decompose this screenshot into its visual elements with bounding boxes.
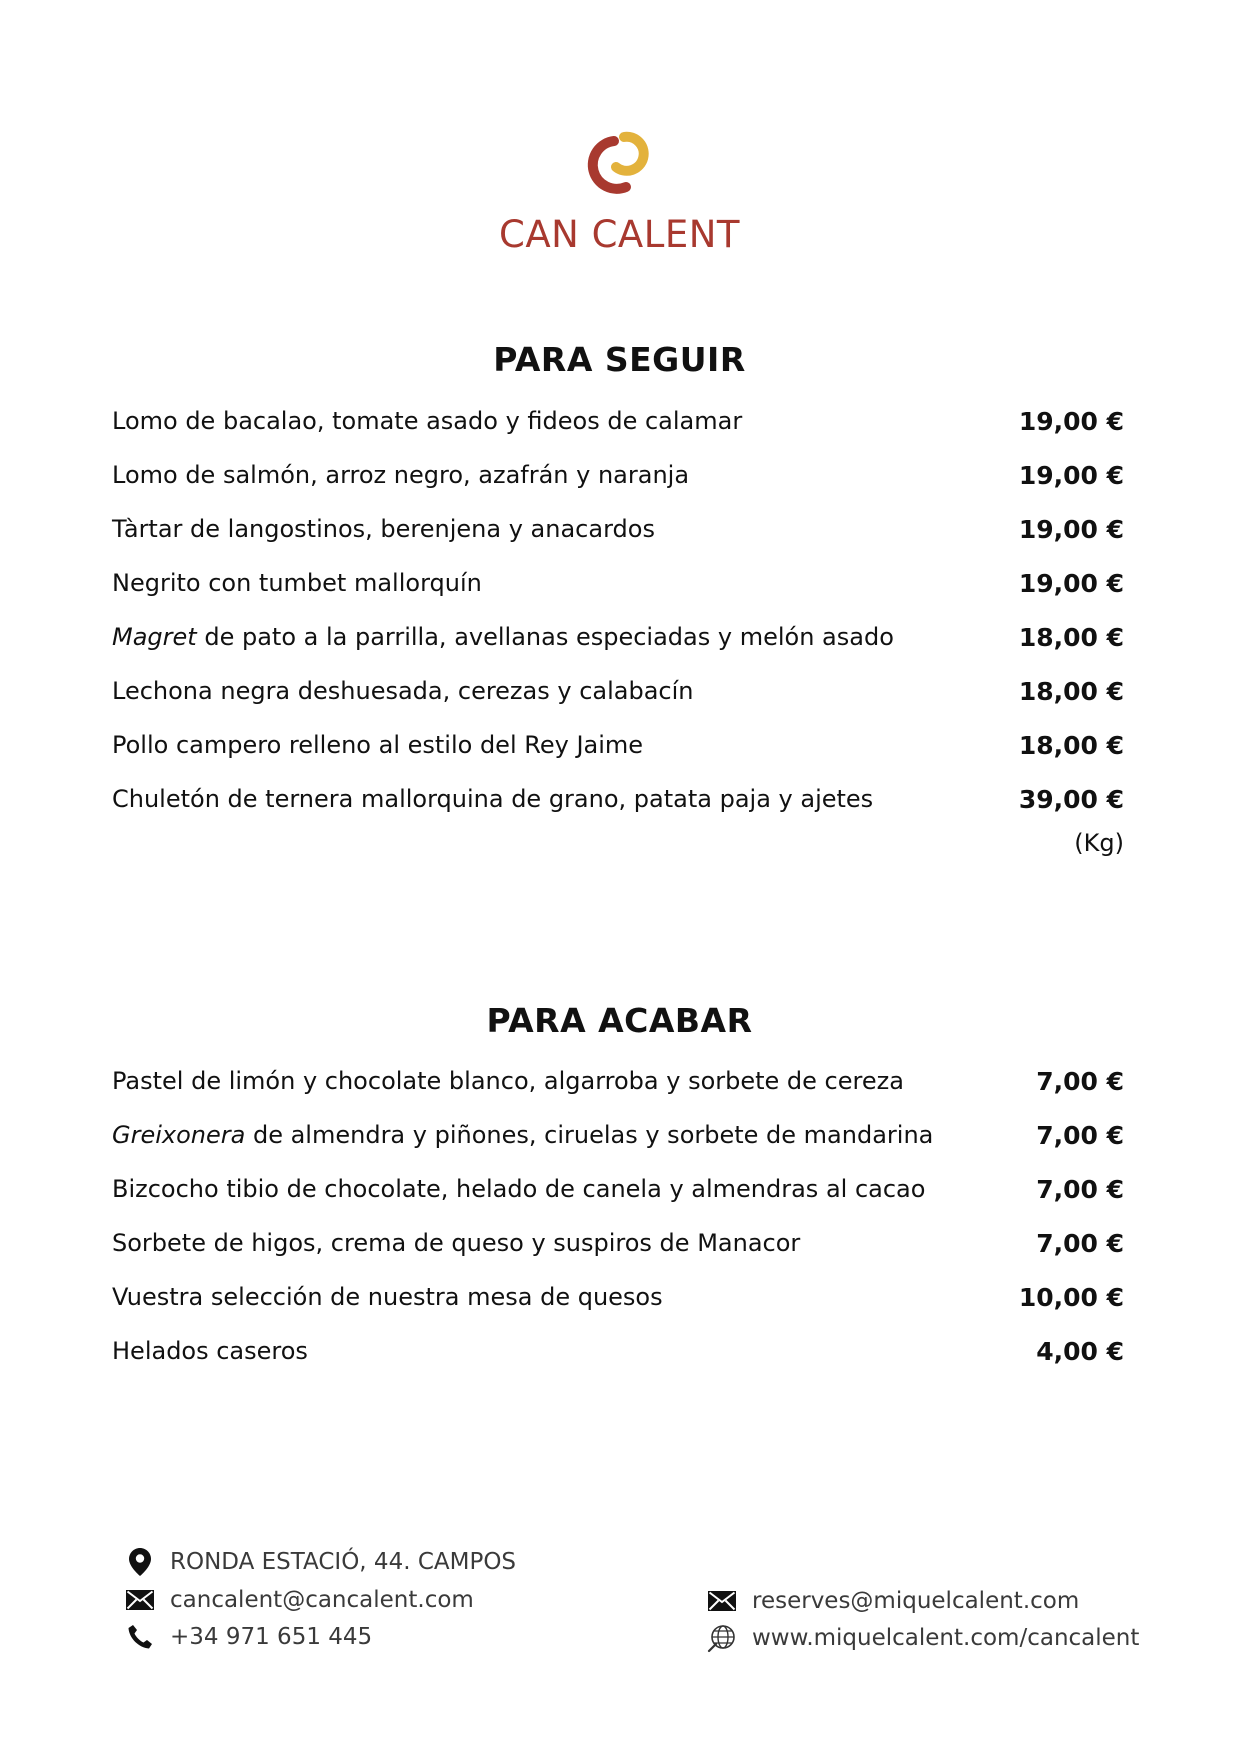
dish-name: Helados caseros <box>112 1337 308 1365</box>
brand-name: CAN CALENT <box>498 213 740 256</box>
menu-item <box>112 515 1124 569</box>
dish-name: Chuletón de ternera mallorquina de grano, patata paja y ajetes <box>112 785 874 813</box>
dish-price: 10,00 € <box>1018 1283 1124 1312</box>
brand-logo <box>0 125 1239 256</box>
dish-price: 7,00 € <box>1036 1229 1124 1258</box>
menu-item <box>112 461 1124 515</box>
dish-price: 39,00 € <box>1018 785 1124 814</box>
dish-name: Sorbete de higos, crema de queso y suspiros de Manacor <box>112 1229 801 1257</box>
dish-name: Negrito con tumbet mallorquín <box>112 569 482 597</box>
menu-item <box>112 785 1124 857</box>
dish-price: 18,00 € <box>1018 623 1124 652</box>
dish-price: 18,00 € <box>1018 731 1124 760</box>
menu-item <box>112 1283 1124 1337</box>
menu-item <box>112 731 1124 785</box>
menu-item <box>112 1337 1124 1391</box>
menu-item <box>112 1121 1124 1175</box>
dish-price: 4,00 € <box>1036 1337 1124 1366</box>
address-text: RONDA ESTACIÓ, 44. CAMPOS <box>170 1549 517 1575</box>
dish-price: 19,00 € <box>1018 569 1124 598</box>
dish-price: 18,00 € <box>1018 677 1124 706</box>
dish-name: Tàrtar de langostinos, berenjena y anacardos <box>112 515 655 543</box>
dish-name: Vuestra selección de nuestra mesa de quesos <box>112 1283 663 1311</box>
dish-price: 19,00 € <box>1018 461 1124 490</box>
dish-name: Lomo de bacalao, tomate asado y fideos de calamar <box>112 407 743 435</box>
section-title-para-acabar: PARA ACABAR <box>486 1001 753 1040</box>
phone-icon <box>124 1621 156 1653</box>
phone-number[interactable]: +34 971 651 445 <box>170 1624 373 1650</box>
envelope-icon <box>124 1584 156 1616</box>
dish-price: 19,00 € <box>1018 515 1124 544</box>
menu-item <box>112 677 1124 731</box>
footer-email[interactable] <box>124 1583 474 1617</box>
dish-price: 7,00 € <box>1036 1067 1124 1096</box>
dish-name: Greixonera de almendra y piñones, ciruelas y sorbete de mandarina <box>112 1121 934 1149</box>
menu-item <box>112 569 1124 623</box>
dish-name: Magret de pato a la parrilla, avellanas especiadas y melón asado <box>112 623 894 651</box>
menu-list-para-seguir <box>112 407 1124 857</box>
dish-price: 7,00 € <box>1036 1121 1124 1150</box>
menu-item <box>112 1175 1124 1229</box>
dish-name: Pollo campero relleno al estilo del Rey Jaime <box>112 731 644 759</box>
globe-icon <box>706 1622 738 1654</box>
price-unit-note: (Kg) <box>1074 829 1124 857</box>
footer-reservations[interactable] <box>706 1584 1079 1618</box>
email-link[interactable]: cancalent@cancalent.com <box>170 1587 474 1613</box>
menu-item <box>112 623 1124 677</box>
dish-price: 19,00 € <box>1018 407 1124 436</box>
logo-mark-icon <box>580 125 660 205</box>
website-link[interactable]: www.miquelcalent.com/cancalent <box>752 1625 1140 1651</box>
dish-name: Lechona negra deshuesada, cerezas y calabacín <box>112 677 694 705</box>
dish-name: Pastel de limón y chocolate blanco, algarroba y sorbete de cereza <box>112 1067 904 1095</box>
dish-price: 7,00 € <box>1036 1175 1124 1204</box>
section-title-para-seguir: PARA SEGUIR <box>493 340 746 379</box>
dish-name: Lomo de salmón, arroz negro, azafrán y naranja <box>112 461 690 489</box>
menu-item <box>112 407 1124 461</box>
footer-phone[interactable] <box>124 1620 372 1654</box>
menu-item <box>112 1229 1124 1283</box>
menu-list-para-acabar <box>112 1067 1124 1391</box>
footer-address <box>124 1545 516 1579</box>
location-pin-icon <box>124 1546 156 1578</box>
envelope-icon <box>706 1585 738 1617</box>
dish-name: Bizcocho tibio de chocolate, helado de canela y almendras al cacao <box>112 1175 926 1203</box>
menu-item <box>112 1067 1124 1121</box>
reservations-email-link[interactable]: reserves@miquelcalent.com <box>752 1588 1080 1614</box>
footer-website[interactable] <box>706 1621 1139 1655</box>
